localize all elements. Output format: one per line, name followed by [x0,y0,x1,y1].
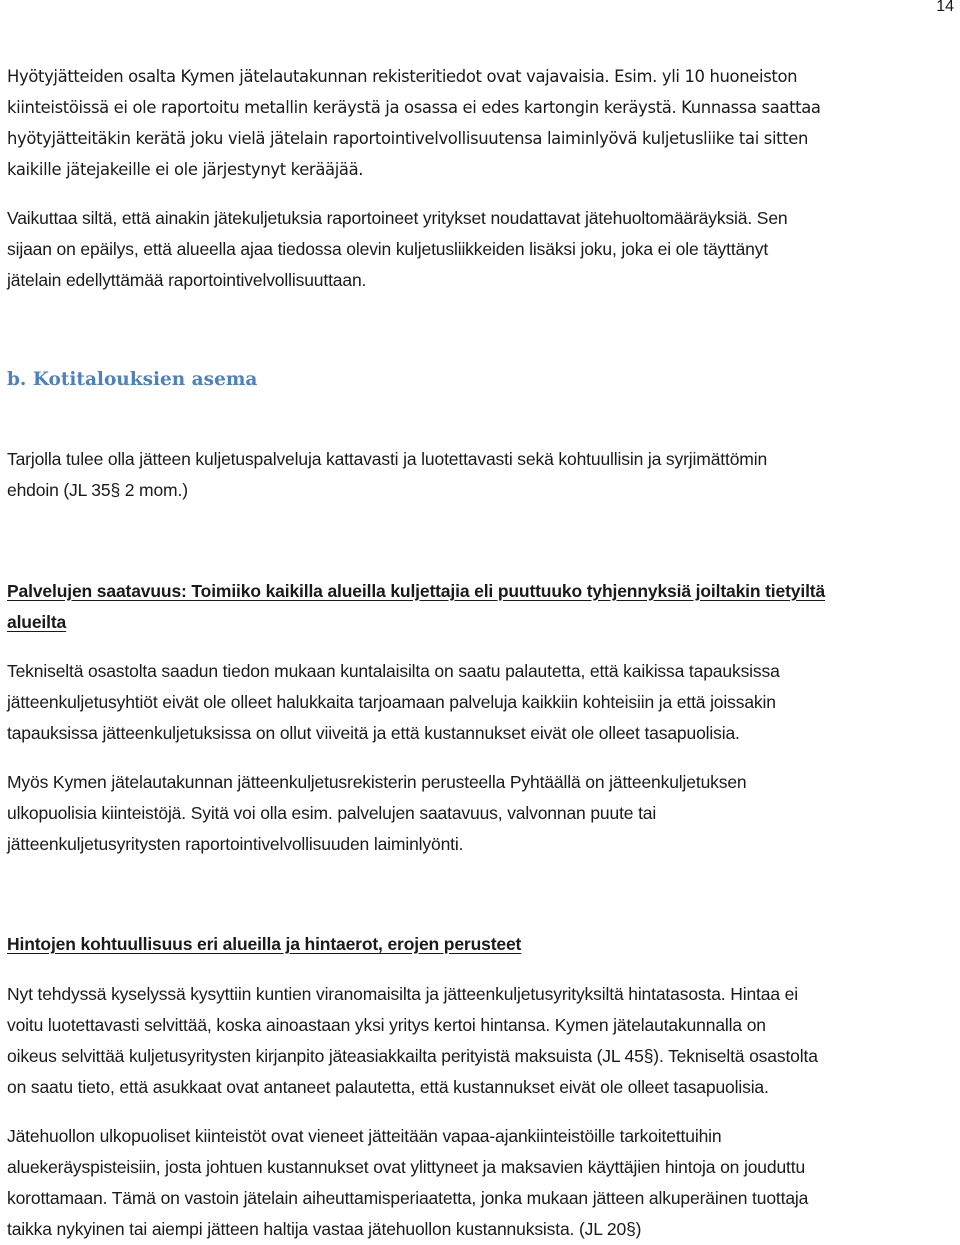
text-line: jätteenkuljetusyritysten raportointivelvollisuuden laiminlyönti. [7,834,464,854]
text-line: Vaikuttaa siltä, että ainakin jätekuljetuksia raportoineet yritykset noudattavat jätehuoltomääräyksiä. Sen [7,208,788,228]
text-line: sijaan on epäilys, että alueella ajaa tiedossa olevin kuljetusliikkeiden lisäksi joku, joka ei ole täyttänyt [7,239,769,259]
text-line: oikeus selvittää kuljetusyritysten kirjanpito jäteasiakkailta perityistä maksuista (JL 45§). Tekniseltä osastolta [7,1046,818,1066]
text-line: hyötyjätteitäkin kerätä joku vielä jätelain raportointivelvollisuutensa laiminlyövä kuljetusliike tai sitten [7,129,809,148]
paragraph-price-survey [7,979,957,1103]
text-line: taikka nykyinen tai aiempi jätteen haltija vastaa jätehuollon kustannuksista. (JL 20§) [7,1219,642,1239]
text-line: ehdoin (JL 35§ 2 mom.) [7,480,188,500]
text-line: on saatu tieto, että asukkaat ovat antaneet palautetta, että kustannukset eivät ole olleet tasapuolisia. [7,1077,769,1097]
text-line: Hyötyjätteiden osalta Kymen jätelautakunnan rekisteritiedot ovat vajavaisia. Esim. yli 10 huoneiston [7,67,798,86]
text-line: voitu luotettavasti selvittää, koska ainoastaan yksi yritys kertoi hintansa. Kymen jätelautakunnalla on [7,1015,766,1035]
text-line: jätteenkuljetusyhtiöt eivät ole olleet halukkaita tarjoamaan palveluja kaikkiin kohteisiin ja että joissakin [7,692,776,712]
section-heading-prices [7,929,957,960]
text-line: Jätehuollon ulkopuoliset kiinteistöt ovat vieneet jätteitään vapaa-ajankiinteistöille tarkoitettuihin [7,1126,722,1146]
text-line: Palvelujen saatavuus: Toimiiko kaikilla alueilla kuljettajia eli puuttuuko tyhjennyksiä joiltakin tietyiltä [7,581,826,601]
text-line: Tarjolla tulee olla jätteen kuljetuspalveluja kattavasti ja luotettavasti sekä kohtuullisin ja syrjimättömin [7,449,768,469]
paragraph-pyhtaa-properties [7,767,957,860]
text-line: ulkopuolisia kiinteistöjä. Syitä voi olla esim. palvelujen saatavuus, valvonnan puute tai [7,803,657,823]
text-line: Hintojen kohtuullisuus eri alueilla ja hintaerot, erojen perusteet [7,934,522,954]
paragraph-service-requirement [7,444,957,506]
text-line: jätelain edellyttämää raportointivelvollisuuttaan. [7,270,367,290]
paragraph-recyclables-register [7,61,957,185]
text-line: korottamaan. Tämä on vastoin jätelain aiheuttamisperiaatetta, jonka mukaan jätteen alkuperäinen tuottaja [7,1188,809,1208]
text-line: alueilta [7,612,67,632]
text-line: Nyt tehdyssä kyselyssä kysyttiin kuntien viranomaisilta ja jätteenkuljetusyrityksiltä hintatasosta. Hintaa ei [7,984,798,1004]
page-number: 14 [936,0,954,15]
paragraph-collection-points-costs [7,1121,957,1245]
text-line: Myös Kymen jätelautakunnan jätteenkuljetusrekisterin perusteella Pyhtäällä on jätteenkuljetuksen [7,772,747,792]
section-heading-households: b. Kotitalouksien asema [7,369,258,390]
paragraph-reporting-compliance [7,203,957,296]
paragraph-technical-department-feedback [7,656,957,749]
text-line: Tekniseltä osastolta saadun tiedon mukaan kuntalaisilta on saatu palautetta, että kaikissa tapauksissa [7,661,780,681]
text-line: kiinteistöissä ei ole raportoitu metallin keräystä ja osassa ei edes kartongin keräystä. Kunnassa saattaa [7,98,821,117]
section-heading-service-availability [7,576,957,638]
text-line: tapauksissa jätteenkuljetuksissa on ollut viiveitä ja että kustannukset eivät ole olleet tasapuolisia. [7,723,740,743]
text-line: aluekeräyspisteisiin, josta johtuen kustannukset ovat ylittyneet ja maksavien käyttäjien hintoja on jouduttu [7,1157,806,1177]
text-line: kaikille jätejakeille ei ole järjestynyt kerääjää. [7,160,364,179]
